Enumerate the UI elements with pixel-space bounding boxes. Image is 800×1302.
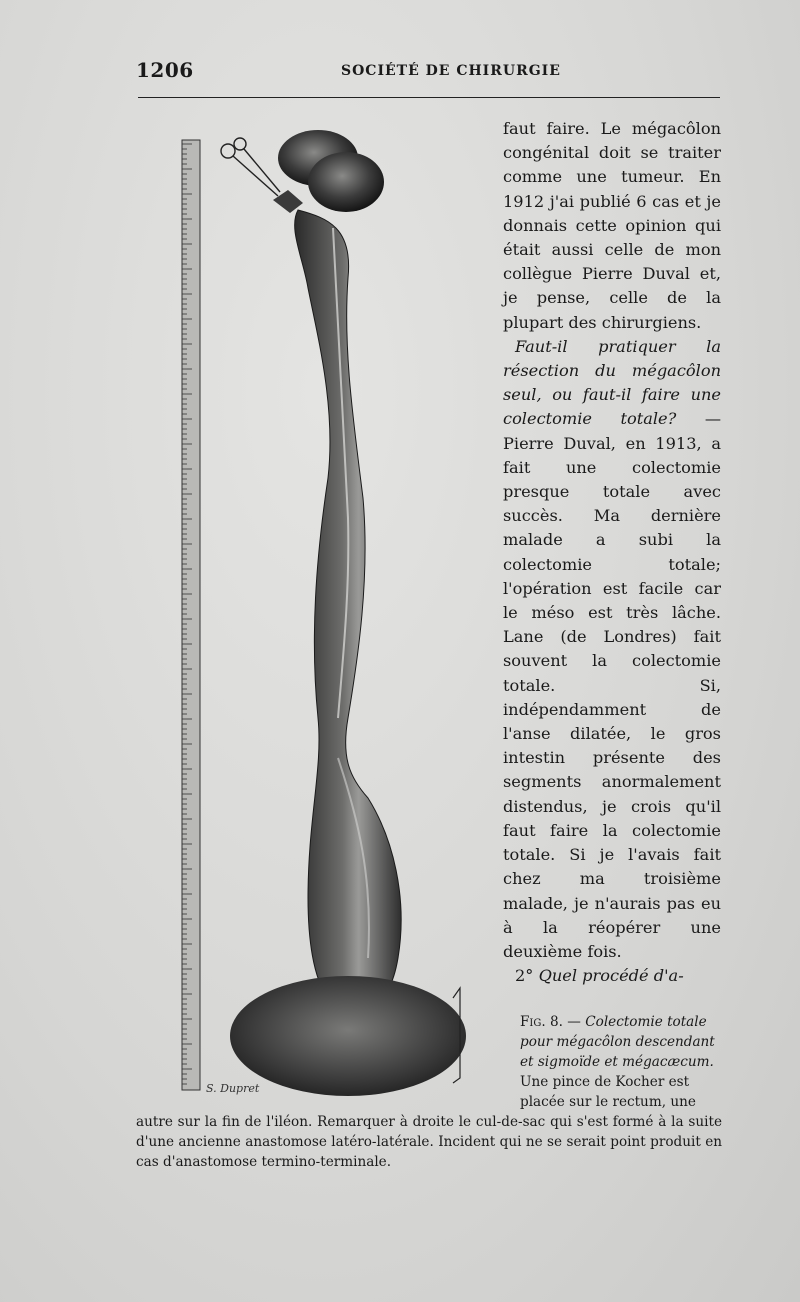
paragraph-2-body: — Pierre Duval, en 1913, a fait une colectomie presque totale avec succès. Ma dernière malade a subi la colectomie totale; l'opération est facile car le méso est très lâche. Lane (de Londres) fait souvent la colectomie totale. Si, indépendamment de l'anse dilatée, le gros intestin présente des segments anormalement distendus, je crois qu'il faut faire la colectomie totale. Si je l'avais fait chez ma troisième malade, je n'aurais pas eu à la réopérer une deuxième fois. [503,409,721,961]
caption-line-1: Une pince de Kocher est placée sur le rectum, une [520,1074,696,1110]
paragraph-2 [503,335,721,964]
paragraph-3-number: 2° [515,966,534,986]
specimen-figure [178,118,474,1103]
journal-title: SOCIÉTÉ DE CHIRURGIE [341,63,561,79]
kocher-forceps-icon [221,138,280,196]
colon-specimen-illustration [178,118,474,1103]
caption-title-line [520,1012,722,1072]
header-rule [138,97,720,98]
caecum-lower-lobe [308,152,384,212]
page-number: 1206 [136,58,194,82]
paragraph-1: faut faire. Le mégacôlon congénital doit se traiter comme une tumeur. En 1912 j'ai publié 6 cas et je donnais cette opinion qui était aussi celle de mon collègue Pierre Duval et, je pense, celle de la plupart des chirurgiens. [503,119,721,332]
caption-dash: — [562,1014,586,1030]
caption-rest: autre sur la fin de l'iléon. Remarquer à droite le cul-de-sac qui s'est formé à la suite d'une ancienne anastomose latéro-latérale. Incident qui ne se serait point produit en cas d'anastomose termino-terminale. [136,1114,722,1170]
body-text-column [503,117,721,988]
running-head [136,58,720,86]
figure-label: Fig. 8. [520,1014,563,1030]
paragraph-3-heading: Quel procédé d'a- [538,966,684,986]
figure-caption [136,1012,722,1172]
paragraph-3 [503,964,721,988]
artist-signature: S. Dupret [206,1082,260,1095]
measuring-tape [182,140,200,1090]
colon-body [295,210,401,998]
paragraph-2-question: Faut-il pratiquer la résection du mégacôlon seul, ou faut-il faire une colectomie totale? [503,336,721,429]
caption-title: Colectomie totale pour mégacôlon descendant et sigmoïde et mégacæcum. [520,1014,715,1070]
